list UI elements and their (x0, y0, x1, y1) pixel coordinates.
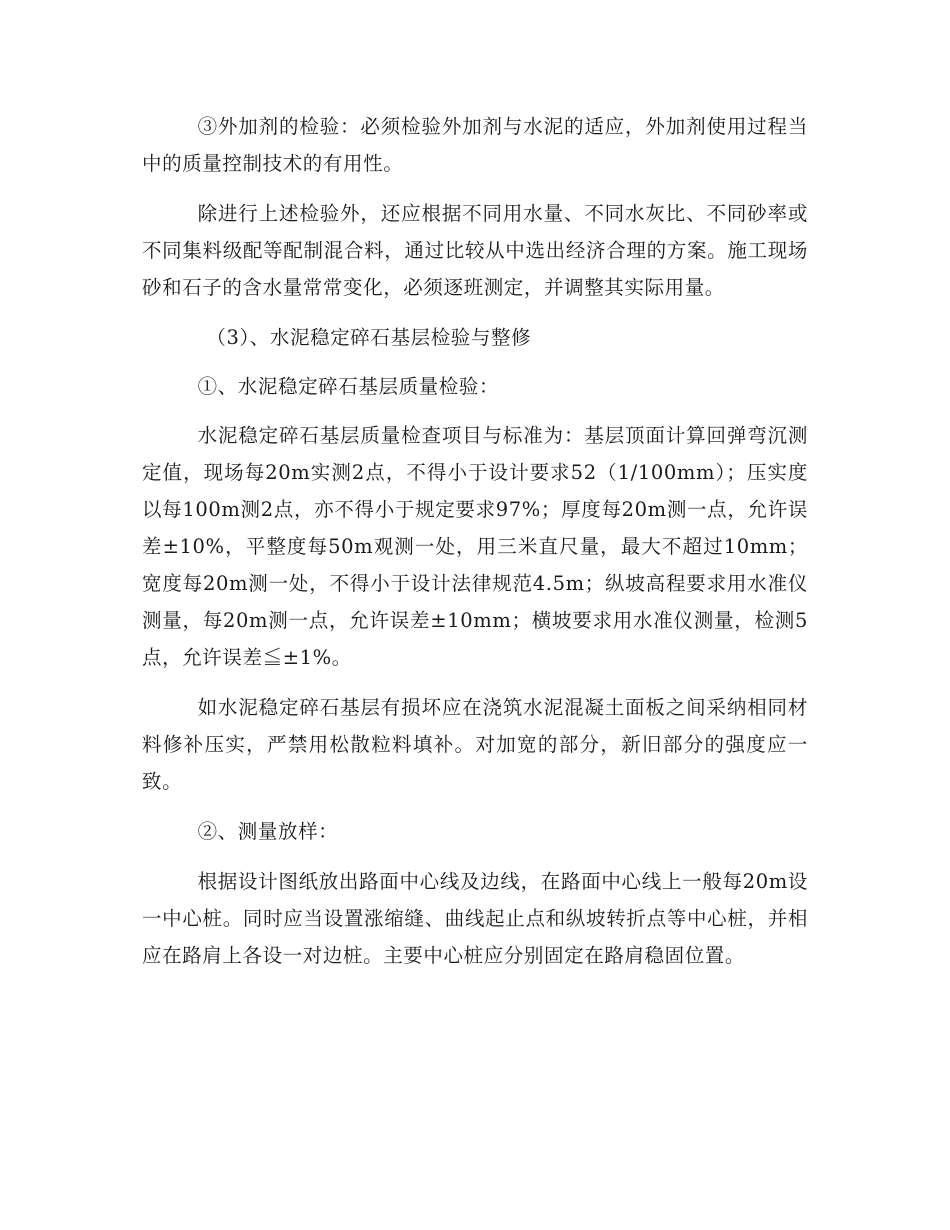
paragraph-survey-layout: 根据设计图纸放出路面中心线及边线，在路面中心线上一般每20m设一中心桩。同时应当设置涨缩缝、曲线起止点和纵坡转折点等中心桩，并相应在路肩上各设一对边桩。主要中心桩应分别固定在路肩稳固位置。 (142, 870, 808, 967)
document-body (142, 108, 808, 974)
paragraph-admixture-inspection: ③外加剂的检验：必须检验外加剂与水泥的适应，外加剂使用过程当中的质量控制技术的有用性。 (142, 115, 808, 175)
subsection-heading-quality-inspection: ①、水泥稳定碎石基层质量检验： (197, 375, 500, 398)
subsection-heading-survey-layout: ②、测量放样： (197, 820, 339, 843)
section-heading-base-inspection: （3）、水泥稳定碎石基层检验与整修 (206, 326, 532, 349)
paragraph-mix-design: 除进行上述检验外，还应根据不同用水量、不同水灰比、不同砂率或不同集料级配等配制混合料，通过比较从中选出经济合理的方案。施工现场砂和石子的含水量常常变化，必须逐班测定，并调整其实际用量。 (142, 202, 808, 299)
paragraph-repair: 如水泥稳定碎石基层有损坏应在浇筑水泥混凝土面板之间采纳相同材料修补压实，严禁用松散粒料填补。对加宽的部分，新旧部分的强度应一致。 (142, 696, 808, 793)
paragraph-quality-standards: 水泥稳定碎石基层质量检查项目与标准为：基层顶面计算回弹弯沉测定值，现场每20m实测2点，不得小于设计要求52（1/100mm）；压实度以每100m测2点，亦不得小于规定要求97%；厚度每20m测一点，允许误差±10%，平整度每50m观测一处，用三米直尺量，最大不超过10mm；宽度每20m测一处，不得小于设计法律规范4.5m；纵坡高程要求用水准仪测量，每20m测一点，允许误差±10mm；横坡要求用水准仪测量，检测5点，允许误差≦±1%。 (142, 424, 808, 669)
